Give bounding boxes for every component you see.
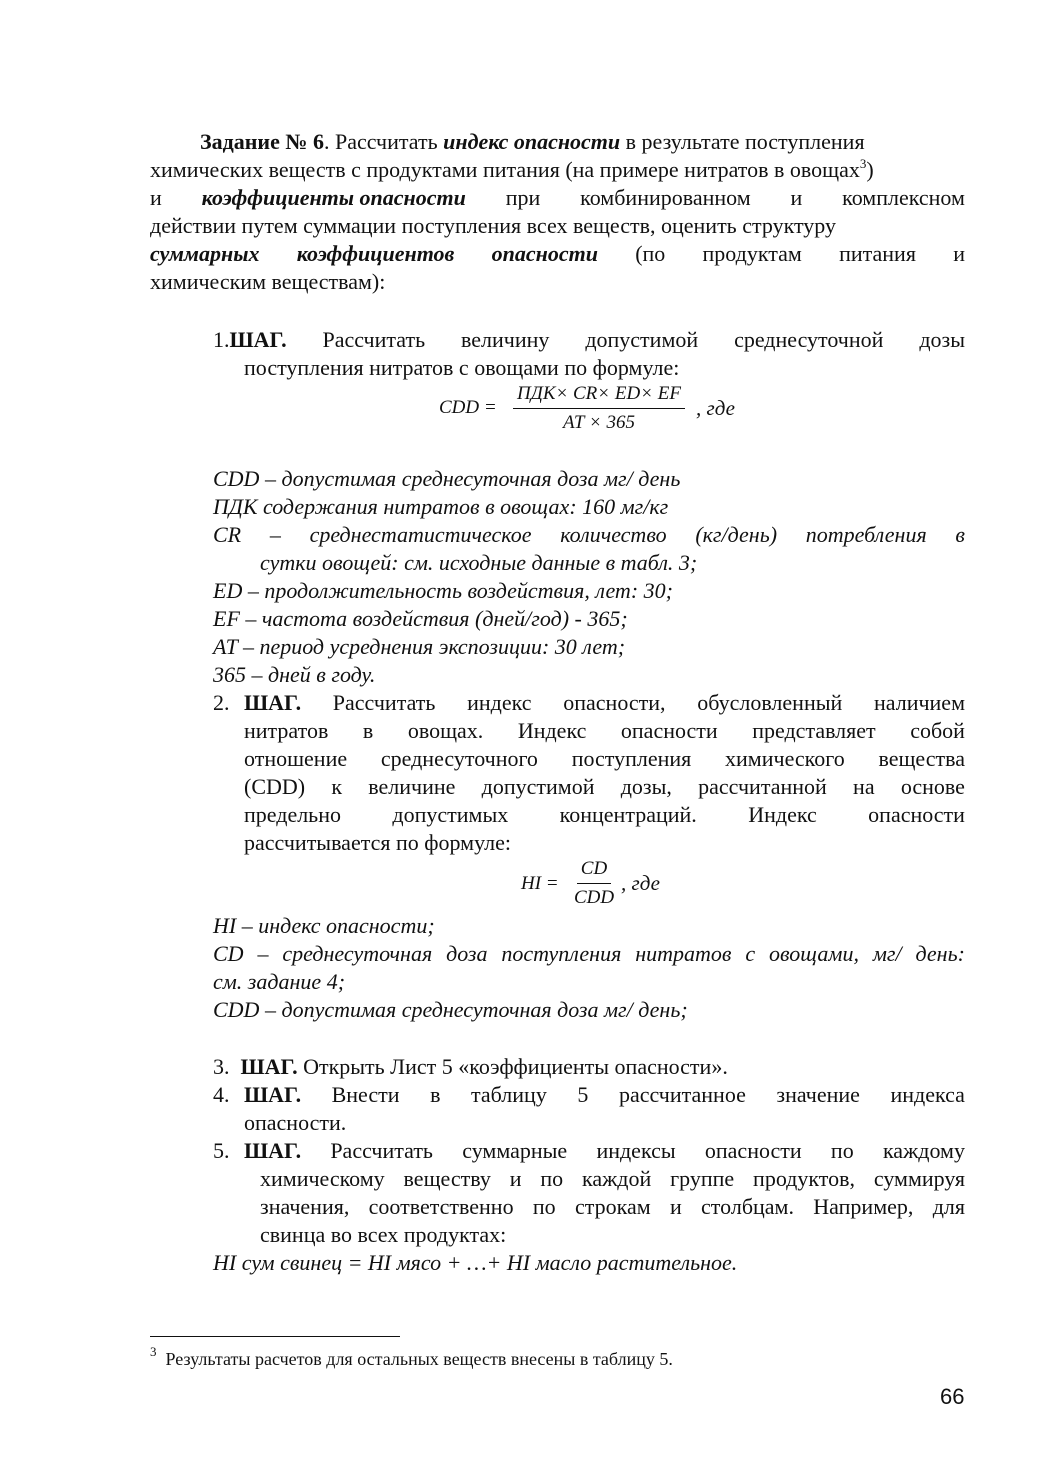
step-5-line-3: значения, соответственно по строкам и столбцам. Например, для [260, 1194, 965, 1219]
step-5-line-2: химическому веществу и по каждой группе продуктов, суммируя [260, 1166, 965, 1191]
def-ed: ED – продолжительность воздействия, лет: 30; [213, 578, 673, 603]
task-title: Задание № 6 [200, 129, 324, 154]
task-line-3: и коэффициенты опасности при комбинированном и комплексном [150, 185, 965, 210]
def-cd-cont: см. задание 4; [213, 969, 346, 994]
step-3: 3. ШАГ. Открыть Лист 5 «коэффициенты опасности». [213, 1054, 728, 1079]
task-line-5: суммарных коэффициентов опасности (по продуктам питания и [150, 241, 965, 266]
step-4-line-1: ШАГ. Внести в таблицу 5 рассчитанное значение индекса [244, 1082, 965, 1107]
step-2-number: 2. [213, 690, 230, 715]
task-line-6: химическим веществам): [150, 269, 386, 294]
def-365: 365 – дней в году. [213, 662, 376, 687]
step-2-line-3: отношение среднесуточного поступления химического вещества [244, 746, 965, 771]
step-2-line-6: рассчитывается по формуле: [244, 830, 511, 855]
footnote-text: Результаты расчетов для остальных веществ внесены в таблицу 5. [165, 1349, 673, 1369]
def-cd: CD – среднесуточная доза поступления нитратов с овощами, мг/ день: [213, 941, 965, 966]
step-2-line-2: нитратов в овощах. Индекс опасности представляет собой [244, 718, 965, 743]
step-1-line-2: поступления нитратов с овощами по формуле: [244, 355, 680, 380]
def-cr: CR – среднестатистическое количество (кг/день) потребления в [213, 522, 965, 547]
def-cdd: CDD – допустимая среднесуточная доза мг/ день [213, 466, 681, 491]
footnote [150, 1344, 673, 1370]
def-at: AT – период усреднения экспозиции: 30 лет; [213, 634, 626, 659]
def-cr-cont: сутки овощей: см. исходные данные в табл. 3; [260, 550, 698, 575]
def-pdk: ПДК содержания нитратов в овощах: 160 мг/кг [213, 494, 669, 519]
step-4-line-2: опасности. [244, 1110, 347, 1135]
step-1-line-1: 1.ШАГ. Рассчитать величину допустимой среднесуточной дозы [213, 327, 965, 352]
step-2-line-4: (CDD) к величине допустимой дозы, рассчитанной на основе [244, 774, 965, 799]
step-2-line-5: предельно допустимых концентраций. Индекс опасности [244, 802, 965, 827]
step-4-number: 4. [213, 1082, 230, 1107]
step-5-line-1: ШАГ. Рассчитать суммарные индексы опасности по каждому [244, 1138, 965, 1163]
def-cdd-2: CDD – допустимая среднесуточная доза мг/ день; [213, 997, 688, 1022]
footnote-separator [150, 1336, 400, 1337]
page-number: 66 [940, 1384, 965, 1409]
task-line-2: химических веществ с продуктами питания (на примере нитратов в овощах$^3$) [150, 156, 874, 182]
step-5-line-4: свинца во всех продуктах: [260, 1222, 507, 1247]
footnote-ref: 3 [859, 156, 867, 171]
task-line-4: действии путем суммации поступления всех веществ, оценить структуру [150, 213, 837, 238]
def-ef: EF – частота воздействия (дней/год) - 365; [213, 606, 628, 631]
def-hi: HI – индекс опасности; [213, 913, 435, 938]
formula-hi-sum: HI сум свинец = HI мясо + …+ HI масло растительное. [213, 1250, 738, 1275]
step-2-line-1: ШАГ. Рассчитать индекс опасности, обусловленный наличием [244, 690, 965, 715]
task-line-1: Задание № 6. Рассчитать индекс опасности в результате поступления [200, 129, 865, 154]
step-5-number: 5. [213, 1138, 230, 1163]
footnote-mark: 3 [150, 1344, 157, 1359]
